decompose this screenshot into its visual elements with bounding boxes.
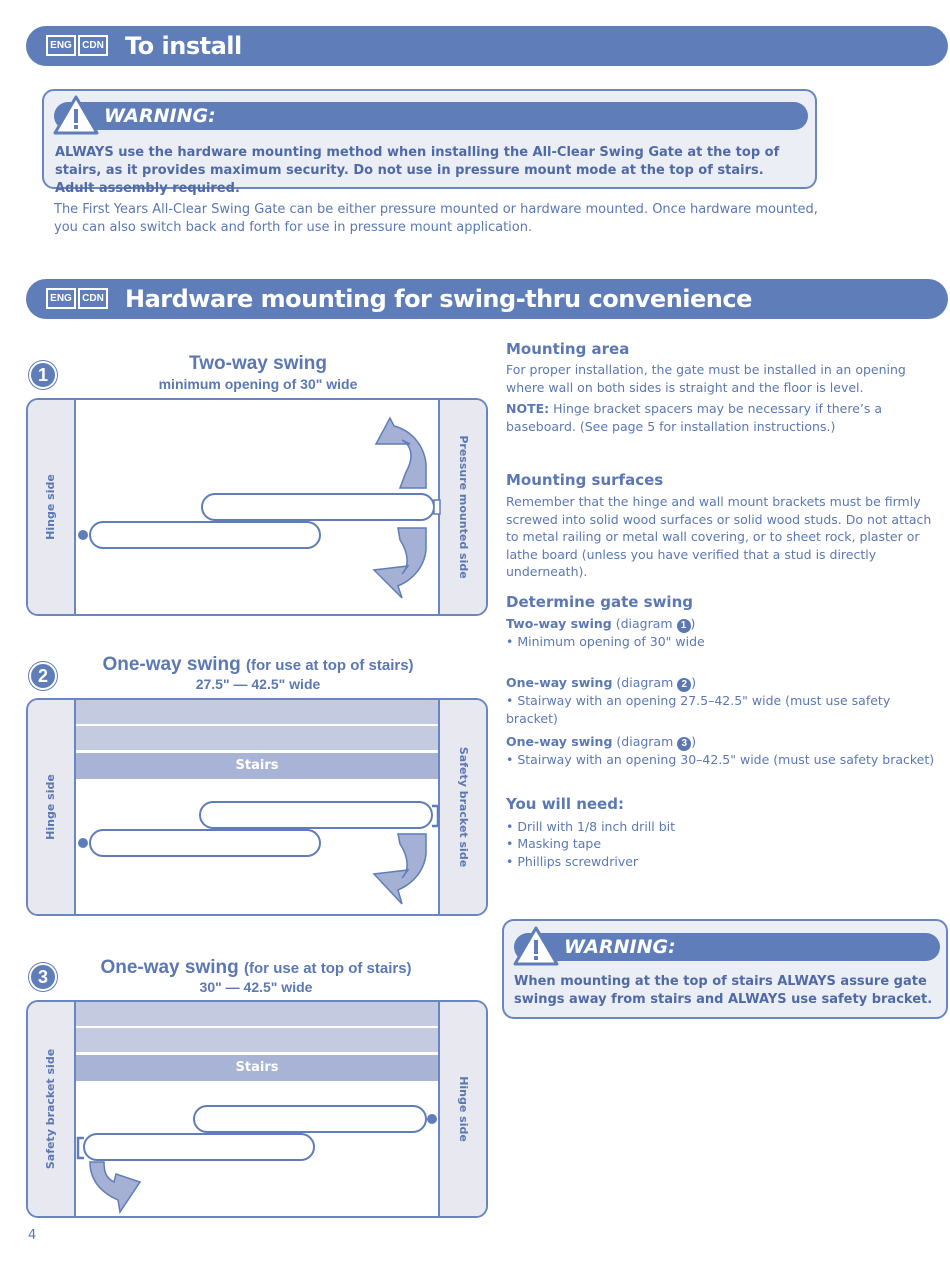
section-banner-hardware xyxy=(26,279,948,319)
diagram-title xyxy=(58,654,458,677)
determine-swing-heading: Determine gate swing xyxy=(506,593,693,611)
swing-arrow-down-icon xyxy=(374,528,426,598)
mounting-area-text: For proper installation, the gate must be installed in an opening where wall on both sides is straight and the floor is level. xyxy=(506,362,906,395)
swing-option xyxy=(506,733,942,751)
intro-paragraph: The First Years All-Clear Swing Gate can be either pressure mounted or hardware mounted. Once hardware mounted, you can also switch back and forth for use in pressure mount application. xyxy=(54,202,818,235)
swing-option-bullet: • Stairway with an opening 27.5–42.5" wide (must use safety bracket) xyxy=(506,693,891,726)
gate-diagram-one-way-left xyxy=(26,1000,488,1218)
hinge-point xyxy=(78,838,88,848)
diagram-number-icon: 1 xyxy=(677,619,691,633)
hinge-point xyxy=(427,1114,437,1124)
diagram-subtitle: 27.5" — 42.5" wide xyxy=(195,676,321,692)
warning-box-bottom xyxy=(502,919,948,1019)
mounting-surfaces-heading: Mounting surfaces xyxy=(506,471,664,489)
pressure-pad xyxy=(434,500,440,514)
page-number: 4 xyxy=(28,1228,37,1243)
warning-triangle-icon xyxy=(512,925,560,967)
diagram-ref: (diagram xyxy=(616,734,674,749)
gate-diagram-one-way-right xyxy=(26,698,488,916)
mounting-area-heading: Mounting area xyxy=(506,340,630,358)
side-label: Safety bracket side xyxy=(457,746,470,868)
diagram-title-main: Two-way swing xyxy=(189,353,327,374)
diagram-number-icon: 3 xyxy=(677,737,691,751)
gate-panel-open xyxy=(194,1106,426,1132)
gate-drawing xyxy=(28,1002,488,1218)
note-label: NOTE: xyxy=(506,401,550,416)
swing-option xyxy=(506,615,942,633)
need-item: • Drill with 1/8 inch drill bit xyxy=(506,819,676,834)
gate-panel-open xyxy=(200,802,432,828)
gate-panel-closed xyxy=(84,1134,314,1160)
need-item: • Phillips screwdriver xyxy=(506,854,639,869)
you-will-need-heading: You will need: xyxy=(506,795,624,813)
diagram-title-main: One-way swing xyxy=(100,957,239,978)
need-item: • Masking tape xyxy=(506,836,602,851)
swing-arrow-down-icon xyxy=(90,1162,140,1212)
warning-box-top xyxy=(42,89,817,196)
swing-option-label: Two-way swing xyxy=(506,616,612,631)
section-title: To install xyxy=(125,32,242,60)
diagram-title-note: (for use at top of stairs) xyxy=(244,960,412,977)
swing-option xyxy=(506,674,942,692)
gate-drawing xyxy=(28,700,488,916)
diagram-number-icon: 2 xyxy=(677,678,691,692)
swing-arrow-down-icon xyxy=(374,834,426,904)
swing-option-label: One-way swing xyxy=(506,675,613,690)
side-label: Safety bracket side xyxy=(44,1048,57,1170)
warning-header-bar xyxy=(514,933,940,961)
stairs-label: Stairs xyxy=(76,1055,438,1081)
swing-arrow-up-icon xyxy=(376,418,426,488)
swing-option-label: One-way swing xyxy=(506,734,613,749)
language-badge-cdn: CDN xyxy=(78,35,108,56)
warning-heading: WARNING: xyxy=(104,105,216,127)
section-banner-install xyxy=(26,26,948,66)
diagram-ref-close: ) xyxy=(691,734,697,749)
warning-text: When mounting at the top of stairs ALWAYS assure gate swings away from stairs and ALWAYS use safety bracket. xyxy=(514,974,933,1007)
warning-triangle-icon xyxy=(52,94,100,136)
warning-text: ALWAYS use the hardware mounting method when installing the All-Clear Swing Gate at the top of stairs, as it provides maximum security. Do not use in pressure mount mode at the top of stairs. Adult assembly required. xyxy=(55,145,780,196)
gate-panel-closed xyxy=(90,522,320,548)
stairs-label: Stairs xyxy=(76,753,438,779)
diagram-title xyxy=(56,957,456,980)
section-title: Hardware mounting for swing-thru convenience xyxy=(125,285,752,313)
mounting-surfaces-text: Remember that the hinge and wall mount brackets must be firmly screwed into solid wood surfaces or solid wood studs. Do not attach to metal railing or metal wall covering, or to sheet rock, plaster or lathe board (unless you have verified that a stud is directly underneath). xyxy=(506,494,932,579)
diagram-ref-close: ) xyxy=(690,616,696,631)
note-text: Hinge bracket spacers may be necessary if there’s a baseboard. (See page 5 for installation instructions.) xyxy=(506,401,883,434)
side-label: Pressure mounted side xyxy=(457,435,470,579)
diagram-number-badge: 3 xyxy=(29,963,57,991)
diagram-ref: (diagram xyxy=(616,675,674,690)
side-label: Hinge side xyxy=(44,774,57,840)
language-badge-eng: ENG xyxy=(46,35,76,56)
diagram-ref-close: ) xyxy=(691,675,697,690)
side-label: Hinge side xyxy=(44,474,57,540)
diagram-ref: (diagram xyxy=(615,616,673,631)
diagram-title xyxy=(108,353,408,375)
gate-drawing xyxy=(28,400,488,616)
gate-panel-closed xyxy=(90,830,320,856)
gate-diagram-two-way xyxy=(26,398,488,616)
side-label: Hinge side xyxy=(457,1076,470,1142)
language-badge-eng: ENG xyxy=(46,288,76,309)
diagram-title-note: (for use at top of stairs) xyxy=(246,657,414,674)
language-badge-cdn: CDN xyxy=(78,288,108,309)
gate-panel-open xyxy=(202,494,434,520)
diagram-title-main: One-way swing xyxy=(102,654,241,675)
warning-header-bar xyxy=(54,102,808,130)
diagram-subtitle: minimum opening of 30" wide xyxy=(158,376,358,392)
hinge-point xyxy=(78,530,88,540)
diagram-number-badge: 2 xyxy=(29,662,57,690)
diagram-number-badge: 1 xyxy=(29,361,57,389)
swing-option-bullet: • Minimum opening of 30" wide xyxy=(506,634,705,649)
diagram-subtitle: 30" — 42.5" wide xyxy=(199,979,313,995)
swing-option-bullet: • Stairway with an opening 30–42.5" wide (must use safety bracket) xyxy=(506,752,935,767)
warning-heading: WARNING: xyxy=(564,936,676,958)
mounting-area-note xyxy=(506,400,942,435)
